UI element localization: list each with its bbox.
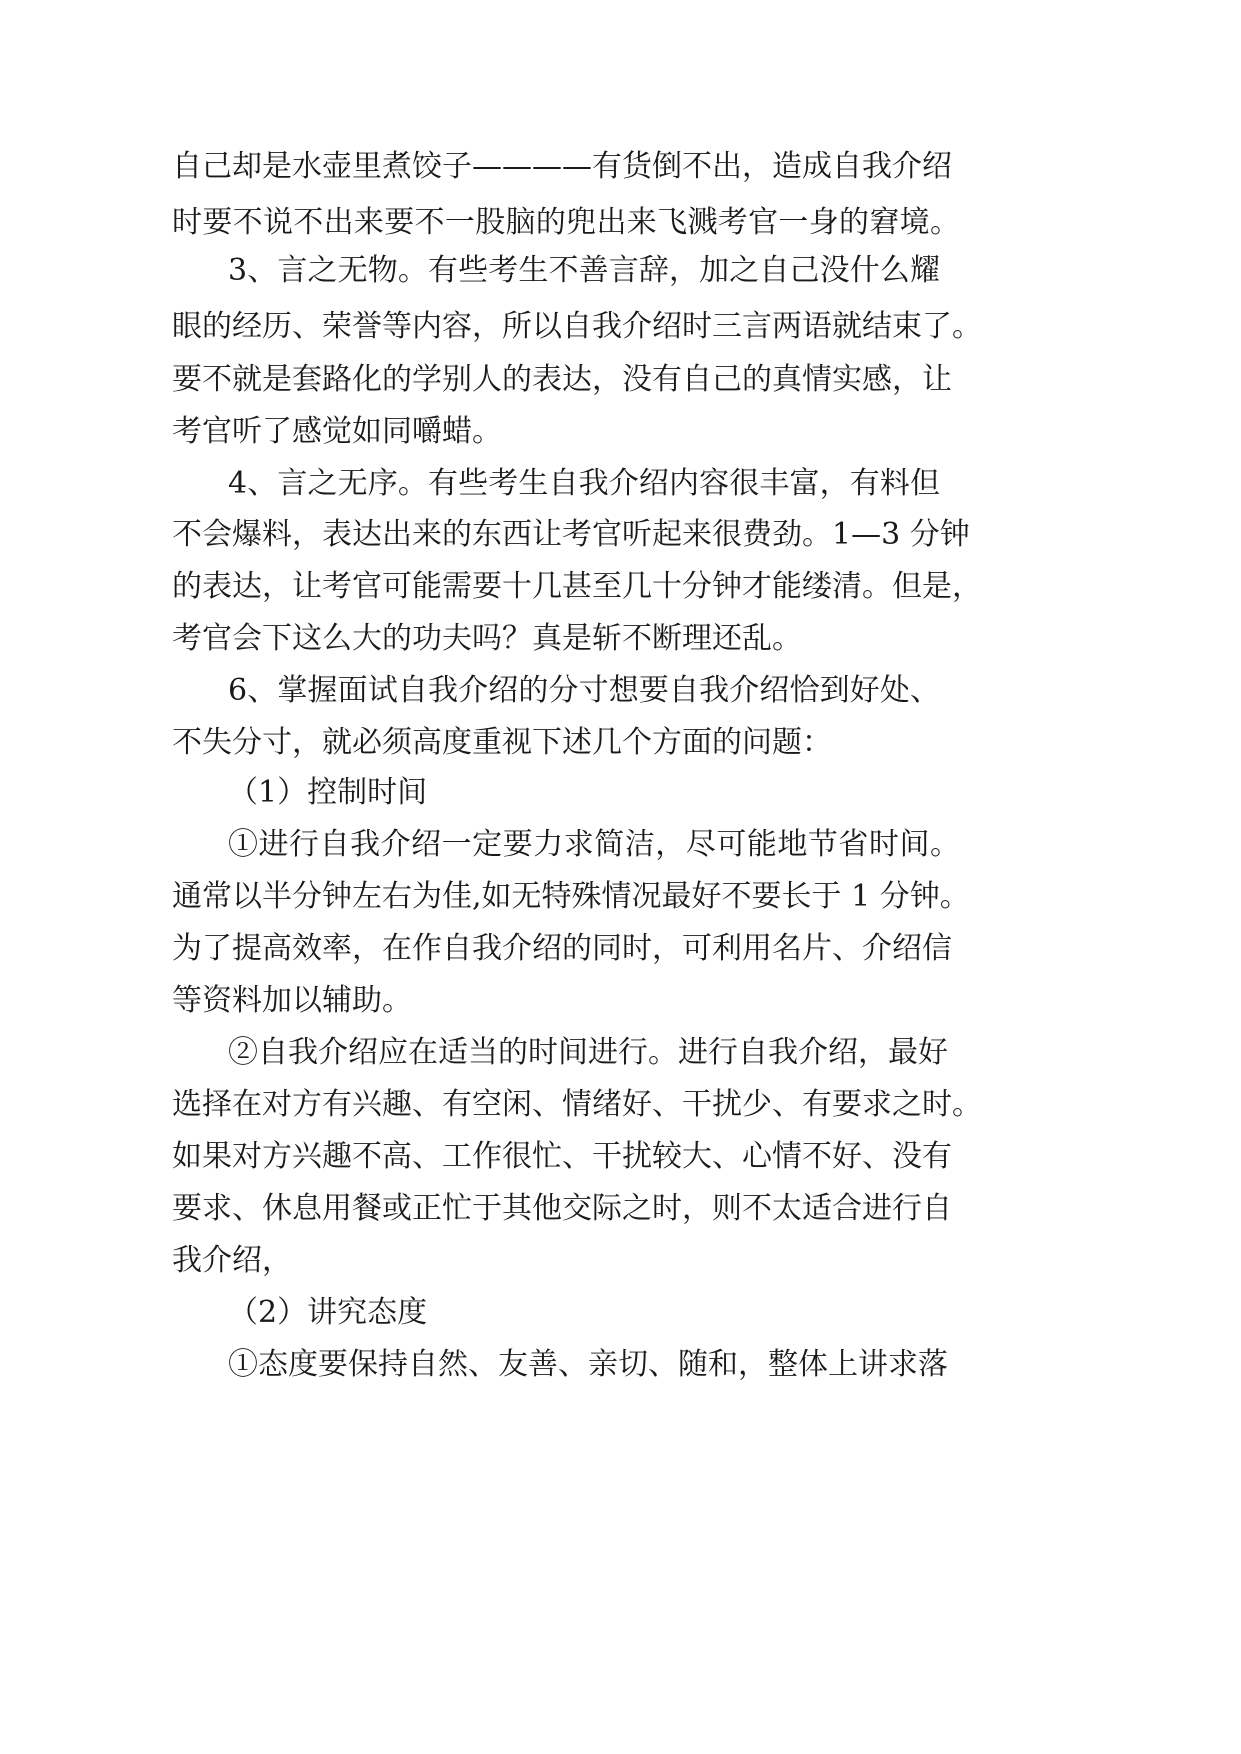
text-line-1: 自己却是水壶里煮饺子————有货倒不出，造成自我介绍 <box>172 149 952 184</box>
text-line-3: 3、言之无物。有些考生不善言辞，加之自己没什么耀 <box>228 253 940 288</box>
text-line-15: 通常以半分钟左右为佳,如无特殊情况最好不要长于 1 分钟。 <box>172 879 970 914</box>
section-heading-1: （1）控制时间 <box>228 775 428 810</box>
text-line-2: 时要不说不出来要不一股脑的兜出来飞溅考官一身的窘境。 <box>172 205 960 240</box>
text-line-21: 要求、休息用餐或正忙于其他交际之时，则不太适合进行自 <box>172 1191 952 1226</box>
text-line-18: ②自我介绍应在适当的时间进行。进行自我介绍，最好 <box>228 1035 948 1070</box>
text-line-17: 等资料加以辅助。 <box>172 983 412 1018</box>
text-line-14: ①进行自我介绍一定要力求简洁，尽可能地节省时间。 <box>228 827 960 862</box>
text-line-16: 为了提高效率，在作自我介绍的同时，可利用名片、介绍信 <box>172 931 952 966</box>
text-line-22: 我介绍， <box>172 1243 292 1278</box>
text-line-20: 如果对方兴趣不高、工作很忙、干扰较大、心情不好、没有 <box>172 1139 952 1174</box>
section-heading-2: （2）讲究态度 <box>228 1295 428 1330</box>
text-line-4: 眼的经历、荣誉等内容，所以自我介绍时三言两语就结束了。 <box>172 309 982 344</box>
text-line-5: 要不就是套路化的学别人的表达，没有自己的真情实感，让 <box>172 362 952 397</box>
text-line-10: 考官会下这么大的功夫吗？真是斩不断理还乱。 <box>172 621 802 656</box>
text-line-8: 不会爆料，表达出来的东西让考官听起来很费劲。1—3 分钟 <box>172 517 970 552</box>
text-line-19: 选择在对方有兴趣、有空闲、情绪好、干扰少、有要求之时。 <box>172 1087 982 1122</box>
text-line-7: 4、言之无序。有些考生自我介绍内容很丰富，有料但 <box>228 466 940 501</box>
text-line-6: 考官听了感觉如同嚼蜡。 <box>172 414 502 449</box>
text-line-12: 不失分寸，就必须高度重视下述几个方面的问题： <box>172 725 832 760</box>
text-line-11: 6、掌握面试自我介绍的分寸想要自我介绍恰到好处、 <box>228 673 940 708</box>
text-line-9: 的表达，让考官可能需要十几甚至几十分钟才能缕清。但是， <box>172 569 982 604</box>
text-line-24: ①态度要保持自然、友善、亲切、随和，整体上讲求落 <box>228 1347 948 1382</box>
